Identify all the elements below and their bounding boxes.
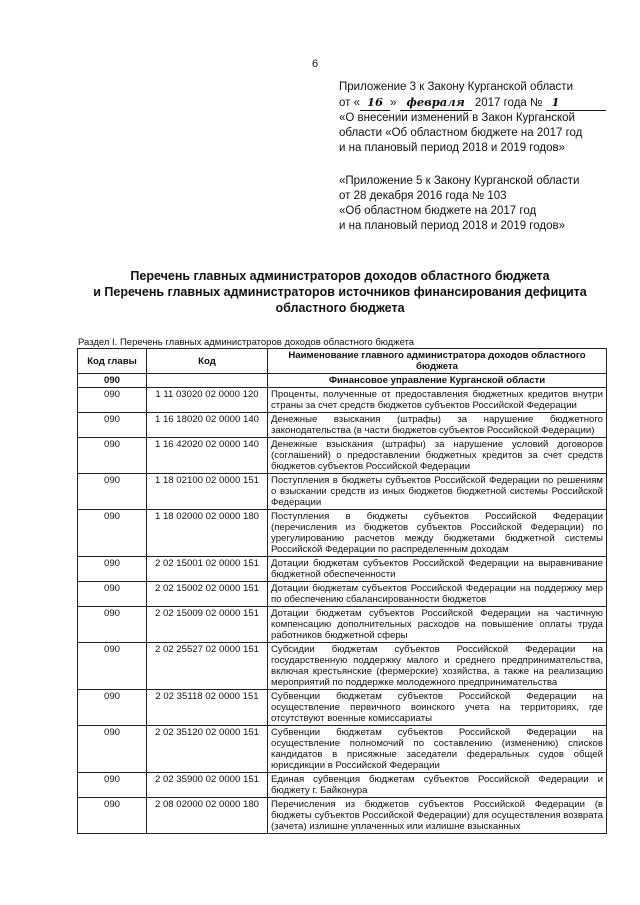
table-header-row (78, 349, 607, 374)
row-chapter: 090 (78, 607, 147, 643)
table-row (78, 773, 607, 798)
administrators-table (77, 348, 607, 834)
row-chapter: 090 (78, 474, 147, 510)
date-prefix: от « (339, 97, 361, 109)
row-name: Денежные взыскания (штрафы) за нарушение условий договоров (соглашений) о предоставлении бюджетных кредитов за счет средств бюджетов субъектов Российской Федерации (268, 438, 607, 474)
row-code: 1 16 42020 02 0000 140 (147, 438, 268, 474)
handwritten-number: 1 (546, 95, 606, 111)
appendix-date-line (339, 95, 629, 111)
row-name: Денежные взыскания (штрафы) за нарушение бюджетного законодательства (в части бюджетов субъектов Российской Федерации) (268, 413, 607, 438)
row-code: 1 18 02000 02 0000 180 (147, 510, 268, 557)
row-name: Дотации бюджетам субъектов Российской Федерации на выравнивание бюджетной обеспеченности (268, 557, 607, 582)
row-chapter: 090 (78, 510, 147, 557)
row-code: 2 02 15009 02 0000 151 (147, 607, 268, 643)
row-chapter: 090 (78, 388, 147, 413)
row-chapter: 090 (78, 643, 147, 690)
title-line: и Перечень главных администраторов источников финансирования дефицита (93, 285, 587, 299)
table-row (78, 726, 607, 773)
table-row (78, 510, 607, 557)
group-chapter: 090 (78, 374, 147, 388)
header-code: Код (147, 349, 268, 374)
table-row (78, 690, 607, 726)
row-chapter: 090 (78, 557, 147, 582)
table-row (78, 798, 607, 834)
row-code: 2 02 25527 02 0000 151 (147, 643, 268, 690)
row-code: 2 02 35900 02 0000 151 (147, 773, 268, 798)
row-name: Поступления в бюджеты субъектов Российской Федерации по решениям о взыскании средств из иных бюджетов бюджетной системы Российской Федерации (268, 474, 607, 510)
row-name: Проценты, полученные от предоставления бюджетных кредитов внутри страны за счет средств бюджетов субъектов Российской Федерации (268, 388, 607, 413)
row-chapter: 090 (78, 438, 147, 474)
appendix-line: и на плановый период 2018 и 2019 годов» (339, 220, 565, 232)
table-row (78, 438, 607, 474)
appendix-header (339, 80, 629, 234)
appendix-line: «Об областном бюджете на 2017 год (339, 205, 537, 217)
handwritten-day: 16 (360, 95, 390, 111)
row-name: Поступления в бюджеты субъектов Российской Федерации (перечисления из бюджетов субъектов Российской Федерации) по урегулированию расчетов между бюджетами бюджетной системы Российской Федерации по распределенным доходам (268, 510, 607, 557)
appendix-line: «Приложение 5 к Закону Курганской области (339, 175, 580, 187)
title-line: областного бюджета (275, 301, 405, 315)
page-number: 6 (312, 58, 319, 70)
table-row (78, 474, 607, 510)
row-name: Перечисления из бюджетов субъектов Российской Федерации (в бюджеты субъектов Российской Федерации) для осуществления возврата (зачета) излишне уплаченных или излишне взысканных (268, 798, 607, 834)
row-code: 2 02 35118 02 0000 151 (147, 690, 268, 726)
row-name: Субсидии бюджетам субъектов Российской Федерации на государственную поддержку малого и среднего предпринимательства, включая крестьянские (фермерские) хозяйства, а также на реализацию мероприятий по поддержке молодежного предпринимательства (268, 643, 607, 690)
row-code: 1 16 18020 02 0000 140 (147, 413, 268, 438)
appendix-line: «О внесении изменений в Закон Курганской (339, 112, 575, 124)
row-code: 1 11 03020 02 0000 120 (147, 388, 268, 413)
row-code: 2 02 15001 02 0000 151 (147, 557, 268, 582)
date-year: 2017 года № (474, 97, 543, 109)
table-row (78, 388, 607, 413)
row-chapter: 090 (78, 582, 147, 607)
appendix-line: области «Об областном бюджете на 2017 год (339, 127, 583, 139)
appendix-line: Приложение 3 к Закону Курганской области (339, 81, 573, 93)
title-line: Перечень главных администраторов доходов областного бюджета (130, 269, 550, 283)
group-row (78, 374, 607, 388)
row-chapter: 090 (78, 773, 147, 798)
table-row (78, 643, 607, 690)
appendix-line: и на плановый период 2018 и 2019 годов» (339, 142, 565, 154)
date-mid: » (390, 97, 397, 109)
row-code: 2 02 15002 02 0000 151 (147, 582, 268, 607)
table-row (78, 557, 607, 582)
document-title (60, 268, 620, 316)
row-name: Дотации бюджетам субъектов Российской Федерации на частичную компенсацию дополнительных расходов на повышение оплаты труда работников бюджетной сферы (268, 607, 607, 643)
row-code: 2 08 02000 02 0000 180 (147, 798, 268, 834)
header-name: Наименование главного администратора доходов областного бюджета (268, 349, 607, 374)
row-code: 1 18 02100 02 0000 151 (147, 474, 268, 510)
group-name: Финансовое управление Курганской области (268, 374, 607, 388)
row-chapter: 090 (78, 798, 147, 834)
row-name: Дотации бюджетам субъектов Российской Федерации на поддержку мер по обеспечению сбалансированности бюджетов (268, 582, 607, 607)
header-chapter: Код главы (78, 349, 147, 374)
group-code (147, 374, 268, 388)
table-row (78, 413, 607, 438)
handwritten-month: февраля (400, 95, 472, 111)
row-chapter: 090 (78, 413, 147, 438)
row-chapter: 090 (78, 690, 147, 726)
row-chapter: 090 (78, 726, 147, 773)
section-label: Раздел I. Перечень главных администраторов доходов областного бюджета (78, 337, 415, 348)
table-row (78, 582, 607, 607)
row-name: Субвенции бюджетам субъектов Российской Федерации на осуществление полномочий по составлению (изменению) списков кандидатов в присяжные заседатели федеральных судов общей юрисдикции в Российской Федерации (268, 726, 607, 773)
row-name: Субвенции бюджетам субъектов Российской Федерации на осуществление первичного воинского учета на территориях, где отсутствуют военные комиссариаты (268, 690, 607, 726)
appendix-line: от 28 декабря 2016 года № 103 (339, 190, 507, 202)
row-name: Единая субвенция бюджетам субъектов Российской Федерации и бюджету г. Байконура (268, 773, 607, 798)
table-row (78, 607, 607, 643)
row-code: 2 02 35120 02 0000 151 (147, 726, 268, 773)
